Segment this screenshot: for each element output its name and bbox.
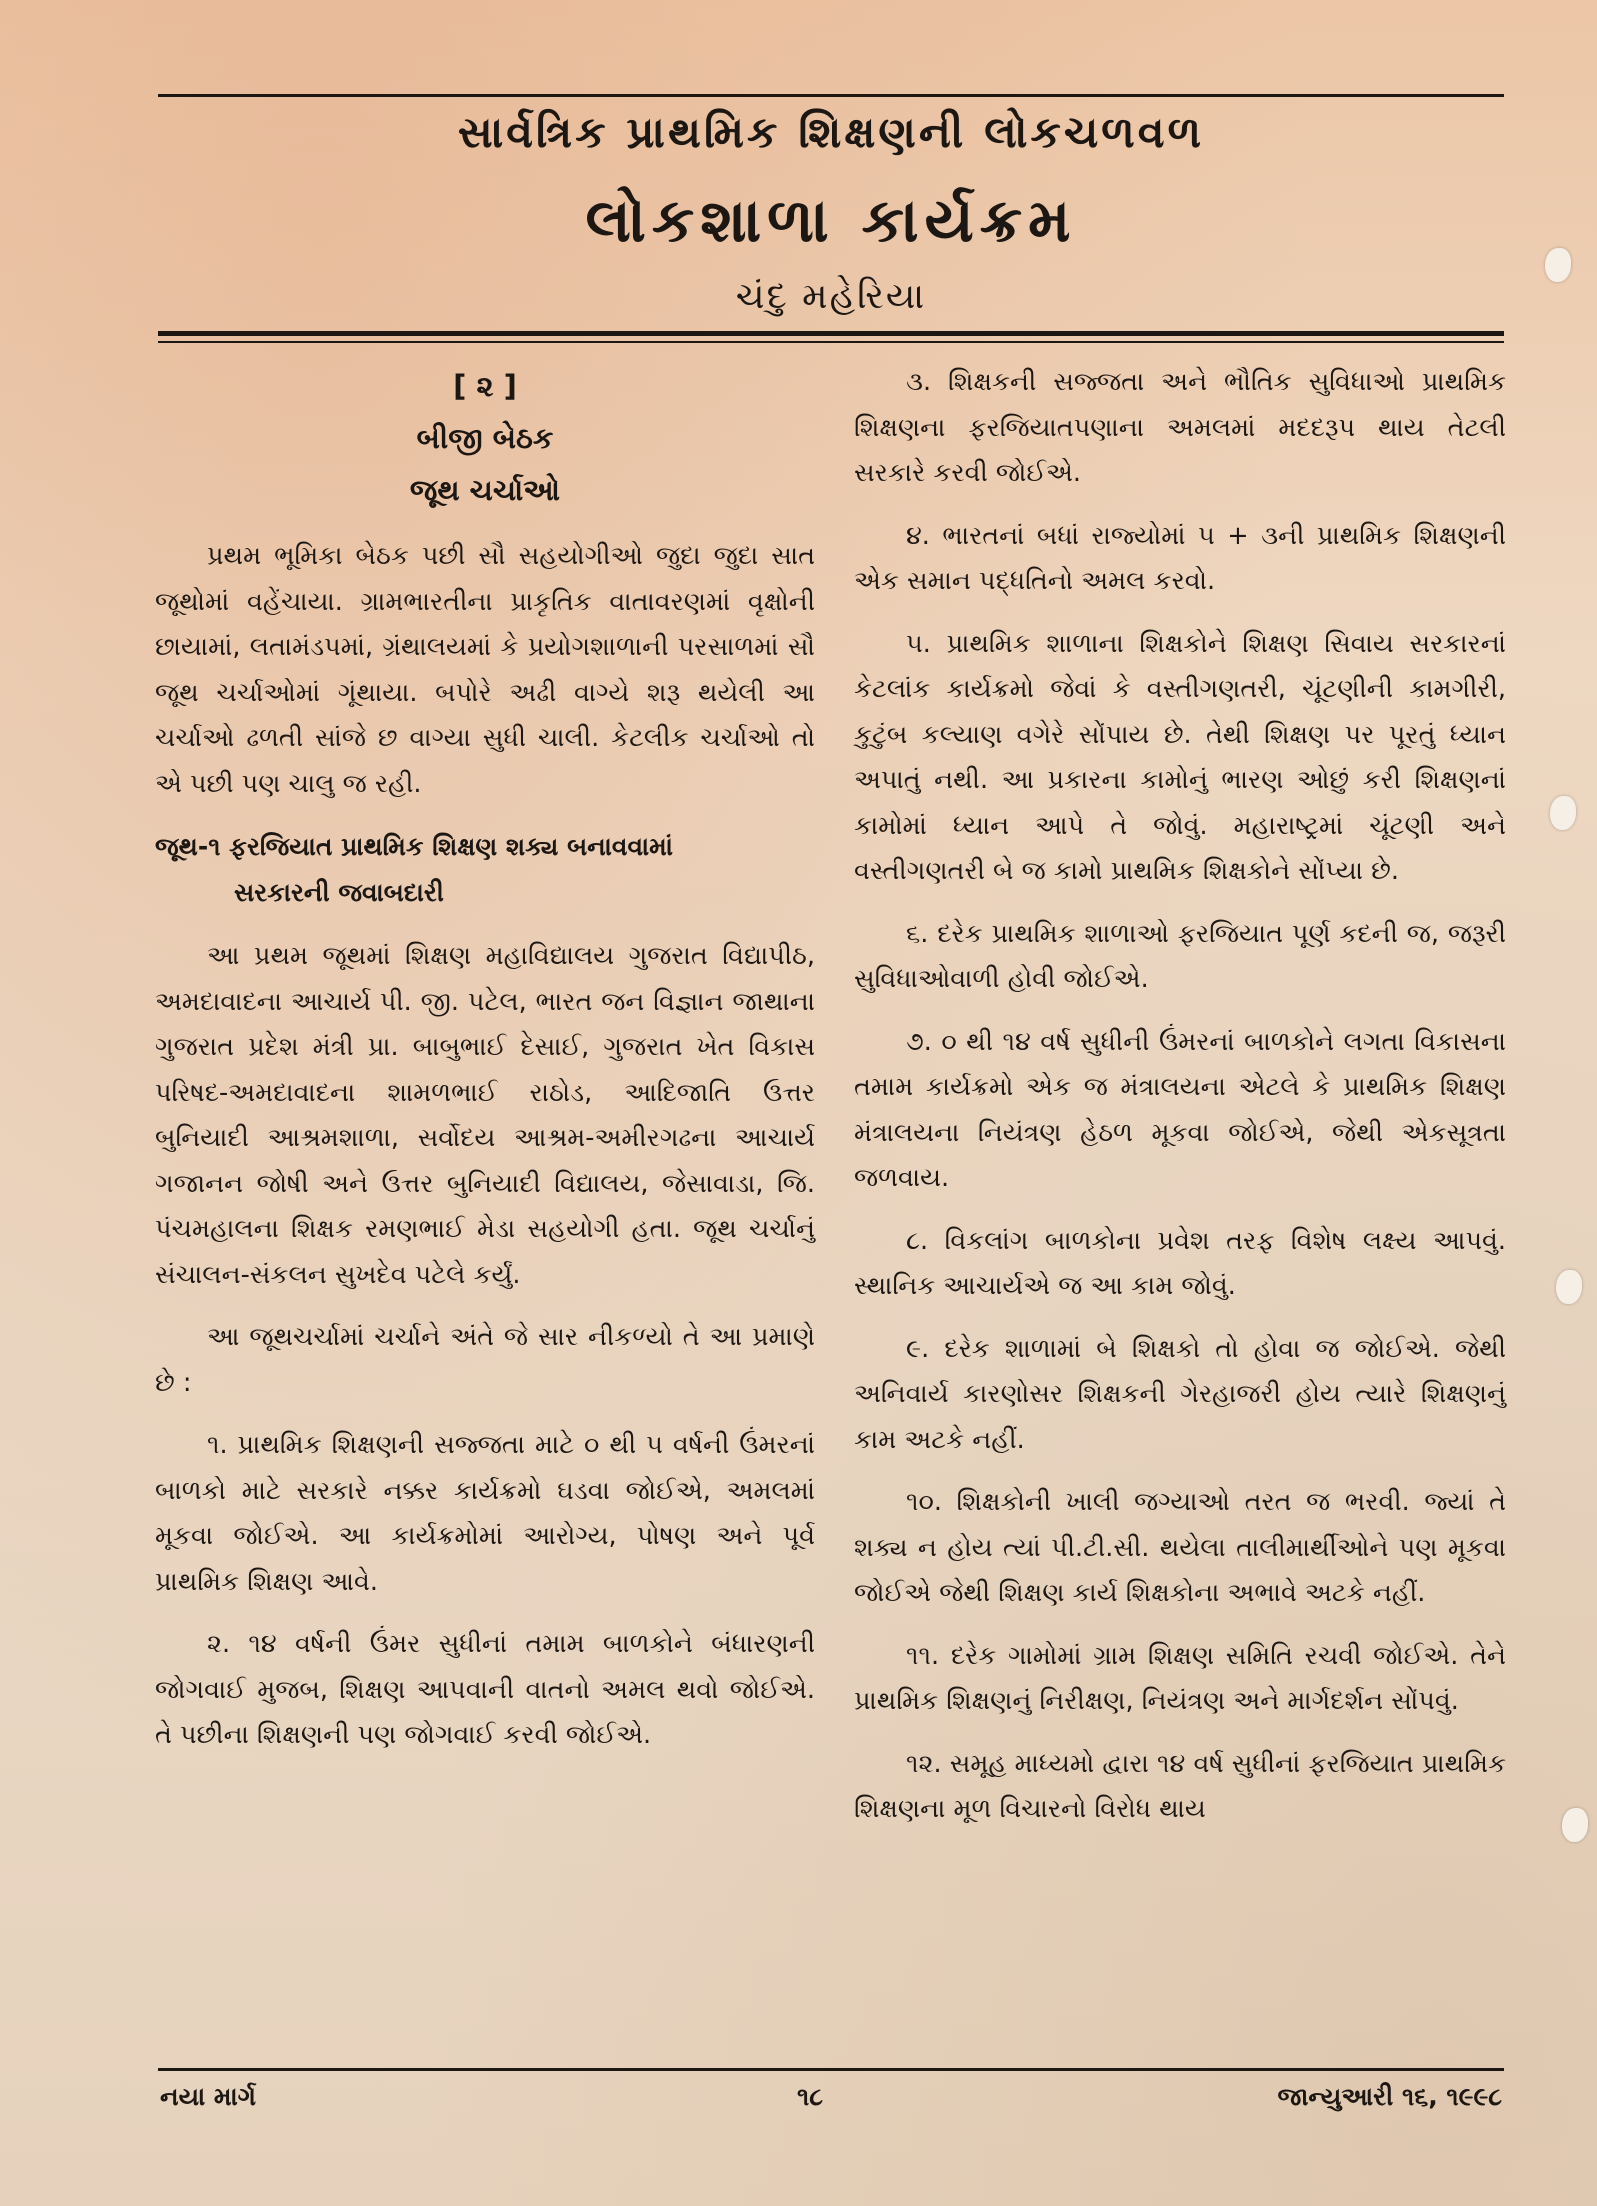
article-title: લોકશાળા કાર્યક્રમ — [585, 186, 1077, 256]
point-2: ૨. ૧૪ વર્ષની ઉંમર સુધીનાં તમામ બાળકોને બંધારણની જોગવાઈ મુજબ, શિક્ષણ આપવાની વાતનો અમલ થવો જોઈએ. તે પછીના શિક્ષણની પણ જોગવાઈ કરવી જોઈએ. — [155, 1629, 815, 1750]
summary-intro-paragraph: આ જૂથચર્ચામાં ચર્ચાને અંતે જે સાર નીકળ્યો તે આ પ્રમાણે છે : — [155, 1322, 815, 1398]
discussion-title: જૂથ ચર્ચાઓ — [409, 473, 561, 507]
series-title: સાર્વત્રિક પ્રાથમિક શિક્ષણની લોકચળવળ — [457, 108, 1205, 158]
group-members-paragraph: આ પ્રથમ જૂથમાં શિક્ષણ મહાવિદ્યાલય ગુજરાત વિદ્યાપીઠ, અમદાવાદના આચાર્ય પી. જી. પટેલ, ભારત જન વિજ્ઞાન જાથાના ગુજરાત પ્રદેશ મંત્રી પ્રા. બાબુભાઈ દેસાઈ, ગુજરાત ખેત વિકાસ પરિષદ-અમદાવાદના શામળભાઈ રાઠોડ, આદિજાતિ ઉત્તર બુનિયાદી આશ્રમશાળા, સર્વોદય આશ્રમ-અમીરગઢના આચાર્ય ગજાનન જોષી અને ઉત્તર બુનિયાદી વિદ્યાલય, જેસાવાડા, જિ. પંચમહાલના શિક્ષક રમણભાઈ મેડા સહયોગી હતા. જૂથ ચર્ચાનું સંચાલન-સંકલન સુખદેવ પટેલે કર્યું. — [155, 941, 815, 1290]
paper-hole — [1550, 796, 1576, 830]
group-heading — [155, 824, 815, 916]
group-heading-line1: જૂથ-૧ ફરજિયાત પ્રાથમિક શિક્ષણ શક્ય બનાવવામાં — [155, 832, 673, 861]
issue-date: જાન્યુઆરી ૧૬, ૧૯૯૮ — [1277, 2082, 1502, 2111]
point-10: ૧૦. શિક્ષકોની ખાલી જગ્યાઓ તરત જ ભરવી. જ્યાં તે શક્ય ન હોય ત્યાં પી.ટી.સી. થયેલા તાલીમાર્થીઓને પણ મૂકવા જોઈએ જેથી શિક્ષણ કાર્ય શિક્ષકોના અભાવે અટકે નહીં. — [854, 1487, 1506, 1608]
point-8: ૮. વિકલાંગ બાળકોના પ્રવેશ તરફ વિશેષ લક્ષ્ય આપવું. સ્થાનિક આચાર્યએ જ આ કામ જોવું. — [854, 1225, 1506, 1301]
paper-hole — [1556, 1270, 1582, 1304]
point-6: ૬. દરેક પ્રાથમિક શાળાઓ ફરજિયાત પૂર્ણ કદની જ, જરૂરી સુવિધાઓવાળી હોવી જોઈએ. — [854, 918, 1506, 994]
point-3: ૩. શિક્ષકની સજ્જતા અને ભૌતિક સુવિધાઓ પ્રાથમિક શિક્ષણના ફરજિયાતપણાના અમલમાં મદદરૂપ થાય તેટલી સરકારે કરવી જોઈએ. — [854, 367, 1506, 488]
point-4: ૪. ભારતનાં બધાં રાજ્યોમાં ૫ + ૩ની પ્રાથમિક શિક્ષણની એક સમાન પદ્ધતિનો અમલ કરવો. — [854, 520, 1506, 596]
left-column — [155, 360, 815, 1776]
author-byline: ચંદુ મહેરિયા — [735, 276, 927, 317]
top-rule — [158, 94, 1504, 97]
header-rule-thick — [158, 331, 1504, 336]
point-9: ૯. દરેક શાળામાં બે શિક્ષકો તો હોવા જ જોઈએ. જેથી અનિવાર્ય કારણોસર શિક્ષકની ગેરહાજરી હોય ત્યારે શિક્ષણનું કામ અટકે નહીં. — [854, 1333, 1506, 1455]
publication-name: નયા માર્ગ — [160, 2082, 256, 2111]
intro-paragraph: પ્રથમ ભૂમિકા બેઠક પછી સૌ સહયોગીઓ જુદા જુદા સાત જૂથોમાં વહેંચાયા. ગ્રામભારતીના પ્રાકૃતિક વાતાવરણમાં વૃક્ષોની છાયામાં, લતામંડપમાં, ગ્રંથાલયમાં કે પ્રયોગશાળાની પરસાળમાં સૌ જૂથ ચર્ચાઓમાં ગૂંથાયા. બપોરે અઢી વાગ્યે શરૂ થયેલી આ ચર્ચાઓ ઢળતી સાંજે છ વાગ્યા સુધી ચાલી. કેટલીક ચર્ચાઓ તો એ પછી પણ ચાલુ જ રહી. — [155, 541, 815, 799]
group-heading-line2: સરકારની જવાબદારી — [234, 878, 444, 907]
footer-rule — [158, 2068, 1504, 2071]
point-12: ૧૨. સમૂહ માધ્યમો દ્વારા ૧૪ વર્ષ સુધીનાં ફરજિયાત પ્રાથમિક શિક્ષણના મૂળ વિચારનો વિરોધ થાય — [854, 1748, 1506, 1824]
point-7: ૭. ૦ થી ૧૪ વર્ષ સુધીની ઉંમરનાં બાળકોને લગતા વિકાસના તમામ કાર્યક્રમો એક જ મંત્રાલયના એટલે કે પ્રાથમિક શિક્ષણ મંત્રાલયના નિયંત્રણ હેઠળ મૂકવા જોઈએ, જેથી એકસૂત્રતા જળવાય. — [854, 1026, 1506, 1193]
point-5: ૫. પ્રાથમિક શાળાના શિક્ષકોને શિક્ષણ સિવાય સરકારનાં કેટલાંક કાર્યક્રમો જેવાં કે વસ્તીગણતરી, ચૂંટણીની કામગીરી, કુટુંબ કલ્યાણ વગેરે સોંપાય છે. તેથી શિક્ષણ પર પૂરતું ધ્યાન અપાતું નથી. આ પ્રકારના કામોનું ભારણ ઓછું કરી શિક્ષણનાં કામોમાં ધ્યાન આપે તે જોવું. મહારાષ્ટ્રમાં ચૂંટણી અને વસ્તીગણતરી બે જ કામો પ્રાથમિક શિક્ષકોને સોંપ્યા છે. — [854, 628, 1506, 886]
right-column — [854, 360, 1506, 1850]
section-number: [ ૨ ] — [453, 369, 517, 403]
header-rule-thin — [158, 341, 1504, 343]
point-11: ૧૧. દરેક ગામોમાં ગ્રામ શિક્ષણ સમિતિ રચવી જોઈએ. તેને પ્રાથમિક શિક્ષણનું નિરીક્ષણ, નિયંત્રણ અને માર્ગદર્શન સોંપવું. — [854, 1640, 1506, 1716]
paper-hole — [1562, 1808, 1588, 1842]
page-number: ૧૮ — [796, 2082, 823, 2111]
paper-hole — [1545, 248, 1571, 282]
session-title: બીજી બેઠક — [416, 421, 554, 455]
point-1: ૧. પ્રાથમિક શિક્ષણની સજ્જતા માટે ૦ થી ૫ વર્ષની ઉંમરનાં બાળકો માટે સરકારે નક્કર કાર્યક્રમો ઘડવા જોઈએ, અમલમાં મૂકવા જોઈએ. આ કાર્યક્રમોમાં આરોગ્ય, પોષણ અને પૂર્વ પ્રાથમિક શિક્ષણ આવે. — [155, 1430, 815, 1597]
